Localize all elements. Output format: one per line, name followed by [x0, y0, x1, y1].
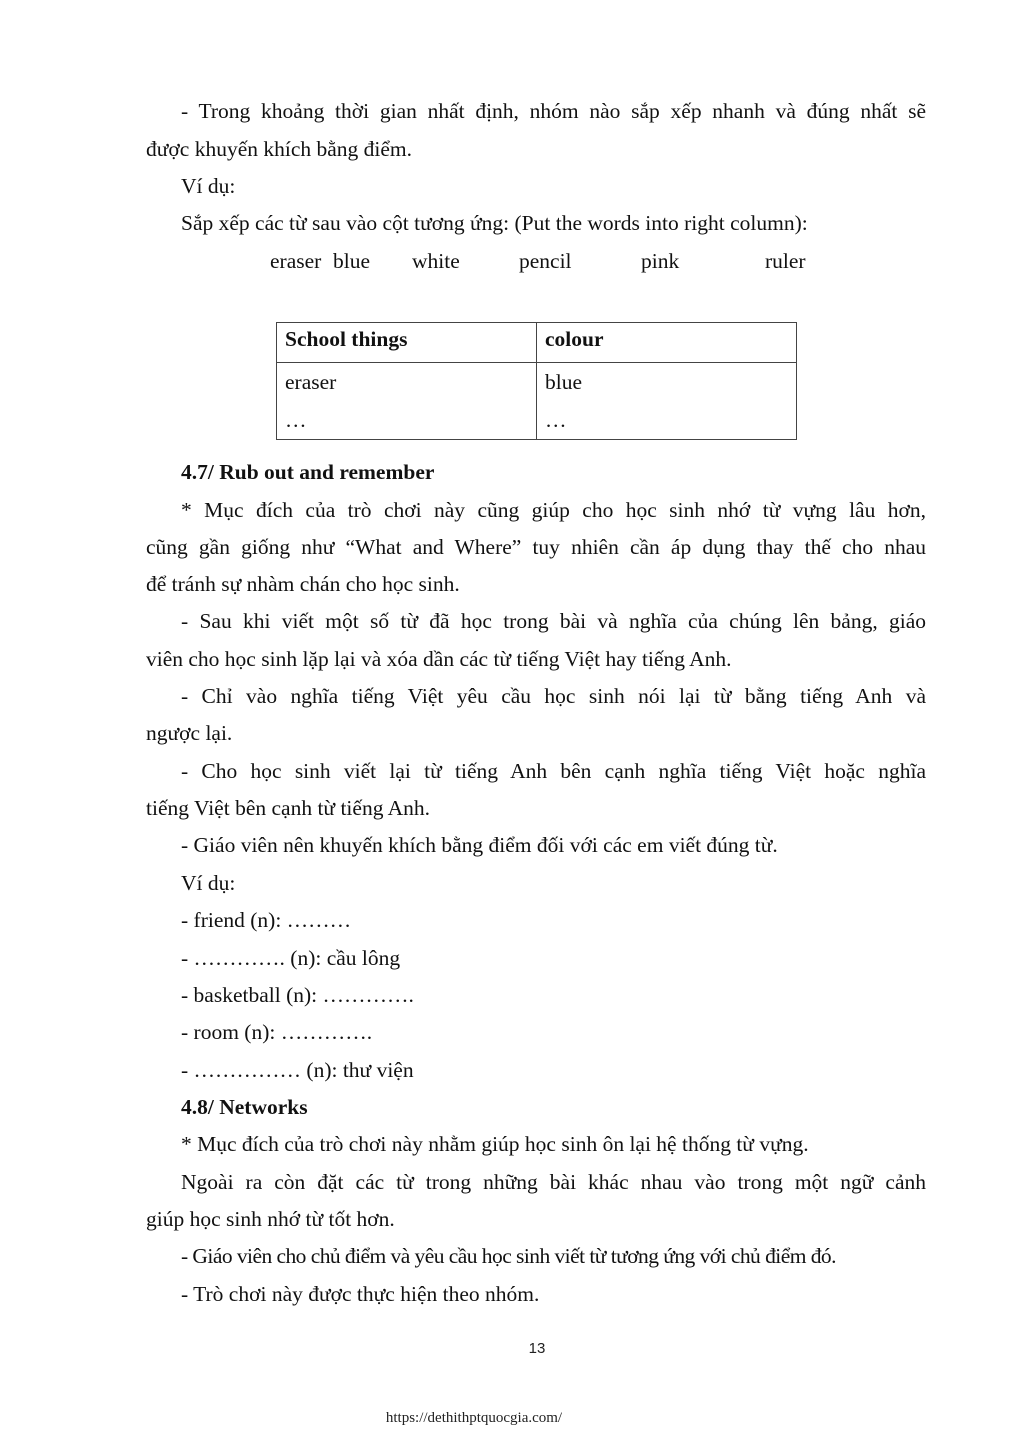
- sorting-table: [276, 322, 797, 440]
- word-item: eraser: [270, 249, 322, 273]
- table-cell: [537, 363, 797, 440]
- instruction-text: Sắp xếp các từ sau vào cột tương ứng: (Put the words into right column):: [181, 211, 808, 235]
- example-item: - room (n): ………….: [181, 1020, 373, 1044]
- word-item: pink: [641, 249, 680, 273]
- table-cell-value: …: [285, 408, 307, 432]
- paragraph-line: - Sau khi viết một số từ đã học trong bài và nghĩa của chúng lên bảng, giáo: [181, 609, 926, 633]
- paragraph-line: tiếng Việt bên cạnh từ tiếng Anh.: [146, 796, 431, 820]
- section-heading: 4.8/ Networks: [181, 1095, 308, 1119]
- table-cell-value: blue: [545, 370, 583, 394]
- paragraph-line: * Mục đích của trò chơi này nhằm giúp học sinh ôn lại hệ thống từ vựng.: [181, 1132, 809, 1156]
- paragraph-line: giúp học sinh nhớ từ tốt hơn.: [146, 1207, 395, 1231]
- footer-url[interactable]: https://dethithptquocgia.com/: [385, 1410, 563, 1426]
- word-item: pencil: [519, 249, 572, 273]
- table-cell-value: eraser: [285, 370, 337, 394]
- paragraph-line: - Cho học sinh viết lại từ tiếng Anh bên cạnh nghĩa tiếng Việt hoặc nghĩa: [181, 759, 926, 783]
- example-label: Ví dụ:: [181, 871, 236, 895]
- table-header-cell: colour: [537, 323, 797, 363]
- example-label: Ví dụ:: [181, 174, 236, 198]
- paragraph-line: - Trò chơi này được thực hiện theo nhóm.: [181, 1282, 540, 1306]
- word-item: blue: [333, 249, 371, 273]
- paragraph-line: * Mục đích của trò chơi này cũng giúp cho học sinh nhớ từ vựng lâu hơn,: [181, 498, 926, 522]
- example-item: - …………. (n): cầu lông: [181, 946, 401, 970]
- paragraph-line: - Chỉ vào nghĩa tiếng Việt yêu cầu học sinh nói lại từ bằng tiếng Anh và: [181, 684, 926, 708]
- paragraph-line: - Giáo viên cho chủ điểm và yêu cầu học sinh viết từ tương ứng với chủ điểm đó.: [181, 1244, 836, 1268]
- paragraph-line: được khuyến khích bằng điểm.: [146, 137, 413, 161]
- example-item: - basketball (n): ………….: [181, 983, 414, 1007]
- paragraph-line: - Trong khoảng thời gian nhất định, nhóm nào sắp xếp nhanh và đúng nhất sẽ: [181, 99, 926, 123]
- table-header-cell: School things: [277, 323, 537, 363]
- example-item: - friend (n): ………: [181, 908, 352, 932]
- table-row: [277, 363, 797, 440]
- paragraph-line: để tránh sự nhàm chán cho học sinh.: [146, 572, 460, 596]
- table-header-row: [277, 323, 797, 363]
- word-item: ruler: [765, 249, 806, 273]
- example-item: - …………… (n): thư viện: [181, 1058, 414, 1082]
- paragraph-line: Ngoài ra còn đặt các từ trong những bài khác nhau vào trong một ngữ cảnh: [181, 1170, 926, 1194]
- table-cell: [277, 363, 537, 440]
- table-cell-value: …: [545, 408, 567, 432]
- page-number: 13: [528, 1340, 546, 1357]
- word-item: white: [412, 249, 460, 273]
- section-heading: 4.7/ Rub out and remember: [181, 460, 435, 484]
- paragraph-line: cũng gần giống như “What and Where” tuy nhiên cần áp dụng thay thế cho nhau: [146, 535, 926, 559]
- paragraph-line: ngược lại.: [146, 721, 233, 745]
- paragraph-line: viên cho học sinh lặp lại và xóa dần các từ tiếng Việt hay tiếng Anh.: [146, 647, 732, 671]
- paragraph-line: - Giáo viên nên khuyến khích bằng điểm đối với các em viết đúng từ.: [181, 833, 778, 857]
